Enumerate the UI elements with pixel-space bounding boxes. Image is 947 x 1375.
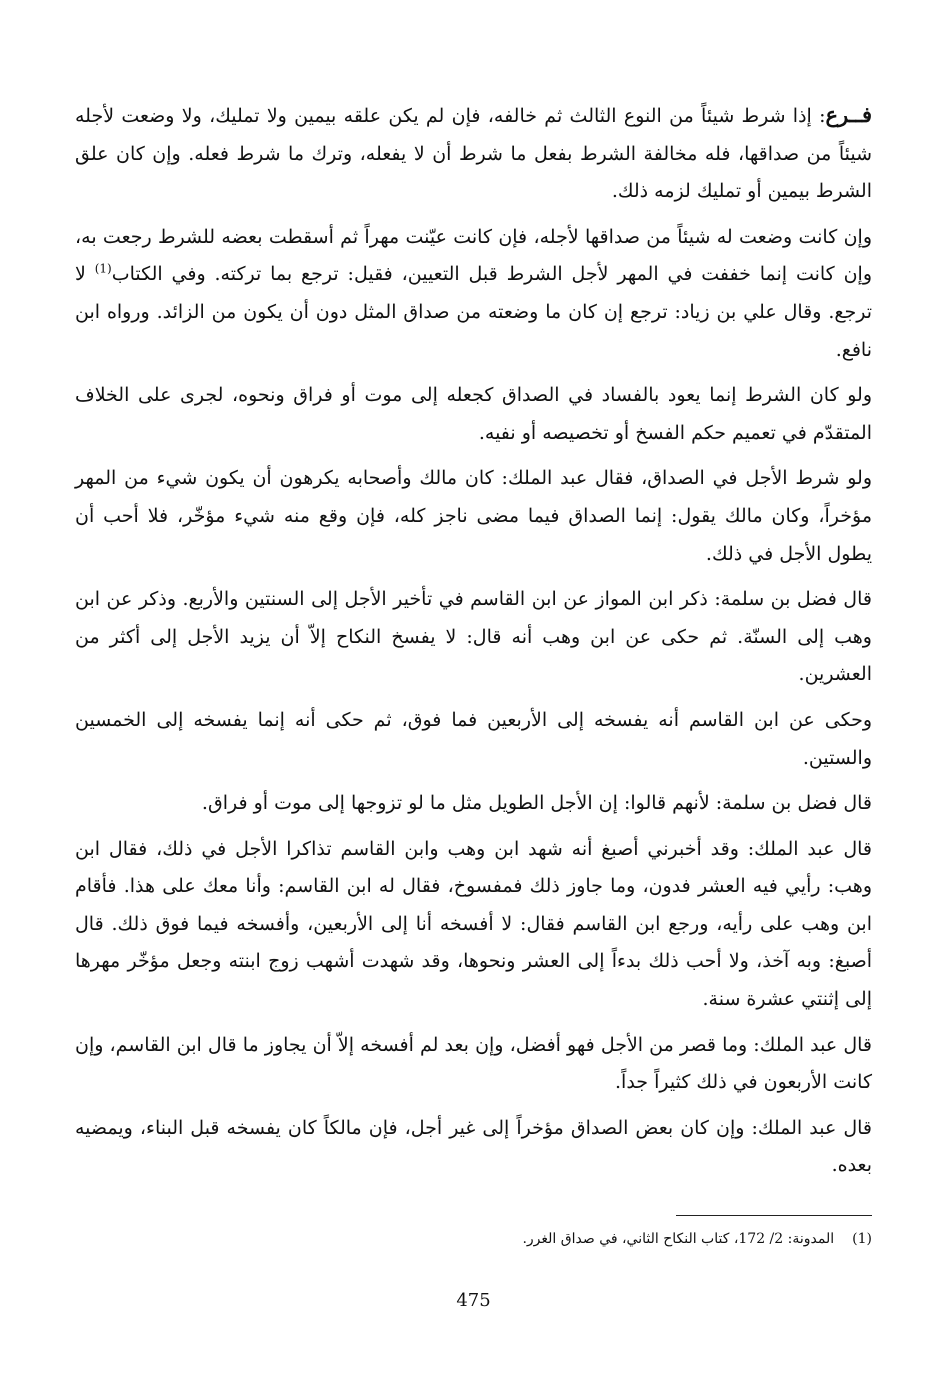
paragraph-1 — [75, 96, 872, 211]
paragraph-text: لا ترجع. وقال علي بن زياد: ترجع إن كان ما وضعته من صداق المثل دون أن يكون من الزائد. ورواه ابن نافع. — [75, 263, 873, 361]
footnote-separator — [676, 1215, 872, 1216]
paragraph-3 — [75, 377, 872, 452]
footnote-reference[interactable]: (1) — [94, 262, 112, 277]
paragraph-7 — [75, 785, 872, 823]
paragraph-text: قال عبد الملك: وقد أخبرني أصبغ أنه شهد ابن وهب وابن القاسم تذاكرا الأجل في ذلك، فقال ابن وهب: رأيي فيه العشر فدون، وما جاوز ذلك فمفسوخ، فقال له ابن القاسم: وأنا معك على هذا. فأقام ابن وهب على رأيه، ورجع ابن القاسم فقال: لا أفسخه أنا إلى الأربعين، وأفسخه فيما فوق ذلك. قال أصبغ: وبه آخذ، ولا أحب ذلك بدءاً إلى العشر ونحوها، وقد شهدت أشهب زوج ابنته وجعل مؤخّر مهرها إلى إثنتي عشرة سنة. — [75, 837, 872, 1011]
paragraph-text: وحكى عن ابن القاسم أنه يفسخه إلى الأربعين فما فوق، ثم حكى أنه إنما يفسخه إلى الخمسين والستين. — [75, 708, 872, 769]
paragraph-10 — [75, 1110, 872, 1185]
paragraph-6 — [75, 702, 872, 777]
footnote — [75, 1228, 872, 1250]
paragraph-text: : إذا شرط شيئاً من النوع الثالث ثم خالفه، فإن لم يكن علقه بيمين ولا تمليك، ولا وضعت لأجله شيئاً من صداقها، فله مخالفة الشرط بفعل ما شرط أن لا يفعله، وترك ما شرط فعله. وإن كان علق الشرط بيمين أو تمليك لزمه ذلك. — [75, 105, 872, 203]
paragraph-5 — [75, 581, 872, 694]
paragraph-9 — [75, 1027, 872, 1102]
footnote-text: المدونة: 2/ 172، كتاب النكاح الثاني، في صداق الغرر. — [522, 1231, 835, 1247]
paragraph-text: قال فضل بن سلمة: ذكر ابن المواز عن ابن القاسم في تأخير الأجل إلى السنتين والأربع. وذكر عن ابن وهب إلى السنّة. ثم حكى عن ابن وهب أنه قال: لا يفسخ النكاح إلاّ أن يزيد الأجل إلى أكثر من العشرين. — [75, 588, 872, 686]
footnote-number: (1) — [852, 1231, 872, 1247]
paragraph-8 — [75, 831, 872, 1019]
section-heading-far: فــرع — [825, 102, 872, 127]
paragraph-4 — [75, 460, 872, 573]
paragraph-text: قال عبد الملك: وما قصر من الأجل فهو أفضل، وإن بعد لم أفسخه إلاّ أن يجاوز ما قال ابن القاسم، وإن كانت الأربعون في ذلك كثيراً جداً. — [75, 1033, 872, 1094]
paragraph-text: وإن كانت وضعت له شيئاً من صداقها لأجله، فإن كانت عيّنت مهراً ثم أسقطت بعضه للشرط رجعت به، وإن كانت إنما خففت في المهر لأجل الشرط قبل التعيين، فقيل: ترجع بما تركته. وفي الكتاب — [75, 225, 872, 286]
paragraph-text: ولو شرط الأجل في الصداق، فقال عبد الملك: كان مالك وأصحابه يكرهون أن يكون شيء من المهر مؤخراً، وكان مالك يقول: إنما الصداق فيما مضى ناجز كله، فإن وقع منه شيء مؤخّر، فلا أحب أن يطول الأجل في ذلك. — [75, 467, 872, 565]
paragraph-2 — [75, 219, 872, 369]
page-number: 475 — [456, 1290, 491, 1311]
body-text — [75, 96, 872, 1185]
paragraph-text: قال عبد الملك: وإن كان بعض الصداق مؤخراً إلى غير أجل، فإن مالكاً كان يفسخه قبل البناء، ويمضيه بعده. — [75, 1116, 872, 1177]
paragraph-text: ولو كان الشرط إنما يعود بالفساد في الصداق كجعله إلى موت أو فراق ونحوه، لجرى على الخلاف المتقدّم في تعميم حكم الفسخ أو تخصيصه أو نفيه. — [75, 384, 872, 444]
paragraph-text: قال فضل بن سلمة: لأنهم قالوا: إن الأجل الطويل مثل ما لو تزوجها إلى موت أو فراق. — [201, 792, 872, 815]
